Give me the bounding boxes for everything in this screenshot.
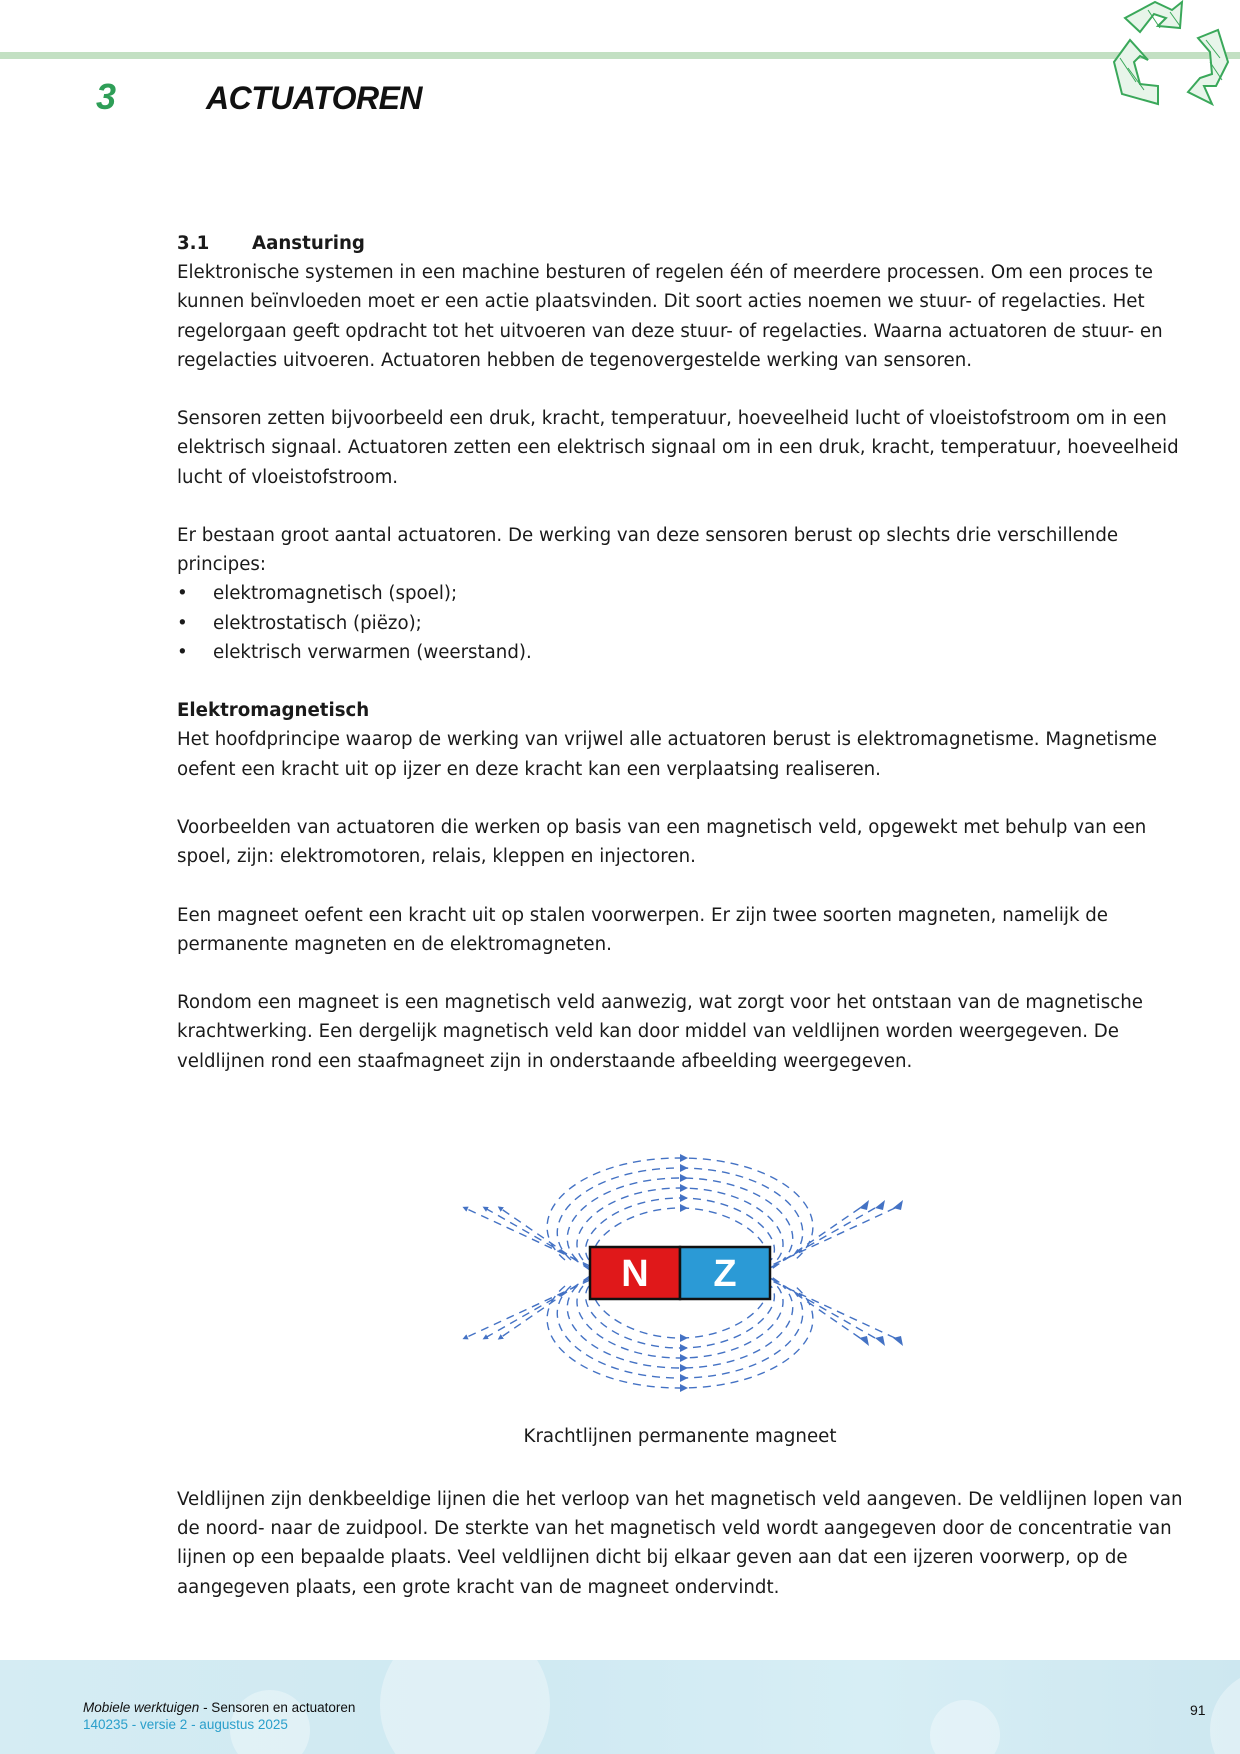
bar-magnet xyxy=(590,1247,770,1299)
paragraph: Het hoofdprincipe waarop de werking van vrijwel alle actuatoren berust is elektromagnetisme. Magnetisme oefent een kracht uit op ijzer en deze kracht kan een verplaatsing realiseren. xyxy=(177,729,1157,780)
section-heading xyxy=(177,229,1187,258)
footer-book-title: Mobiele werktuigen xyxy=(83,1700,200,1715)
list-item-text: elektrisch verwarmen (weerstand). xyxy=(213,641,532,663)
decorative-bubble xyxy=(930,1700,1000,1754)
footer-title xyxy=(83,1700,355,1715)
list-item-text: elektromagnetisch (spoel); xyxy=(213,583,458,605)
list-item xyxy=(177,609,1187,638)
list-item xyxy=(177,579,1187,608)
bullet-icon: • xyxy=(177,583,188,605)
list-item-text: elektrostatisch (piëzo); xyxy=(213,612,422,634)
bullet-icon: • xyxy=(177,641,188,663)
paragraph: Sensoren zetten bijvoorbeeld een druk, kracht, temperatuur, hoeveelheid lucht of vloeistofstroom om in een elektrisch signaal. Actuatoren zetten een elektrisch signaal om in een druk, kracht, temperatuur, hoeveelheid lucht of vloeistofstroom. xyxy=(177,408,1179,488)
footer-subtitle: - Sensoren en actuatoren xyxy=(199,1700,356,1715)
page-footer xyxy=(0,1660,1240,1754)
list-item xyxy=(177,638,1187,667)
south-label: Z xyxy=(713,1253,737,1295)
closing-content xyxy=(177,1485,1187,1602)
north-label: N xyxy=(621,1253,649,1295)
footer-version: 140235 - versie 2 - augustus 2025 xyxy=(83,1717,288,1732)
paragraph: Er bestaan groot aantal actuatoren. De werking van deze sensoren berust op slechts drie verschillende principes: xyxy=(177,525,1119,576)
paragraph: Elektronische systemen in een machine besturen of regelen één of meerdere processen. Om een proces te kunnen beïnvloeden moet er een actie plaatsvinden. Dit soort acties noemen we stuur- of regelacties. Het regelorgaan geeft opdracht tot het uitvoeren van deze stuur- of regelacties. Waarna actuatoren de stuur- en regelacties uitvoeren. Actuatoren hebben de tegenovergestelde werking van sensoren. xyxy=(177,262,1163,371)
header-rule xyxy=(0,52,1240,59)
decorative-bubble xyxy=(1210,1670,1240,1754)
section-title: Aansturing xyxy=(252,233,365,254)
page-number: 91 xyxy=(1190,1702,1206,1718)
principles-list xyxy=(177,579,1187,667)
decorative-bubble xyxy=(380,1660,550,1754)
main-content xyxy=(177,229,1187,1105)
bullet-icon: • xyxy=(177,612,188,634)
chapter-title: ACTUATOREN xyxy=(206,80,423,116)
paragraph: Veldlijnen zijn denkbeeldige lijnen die het verloop van het magnetisch veld aangeven. De veldlijnen lopen van de noord- naar de zuidpool. De sterkte van het magnetisch veld wordt aangegeven door de concentratie van lijnen op een bepaalde plaats. Veel veldlijnen dicht bij elkaar geven aan dat een ijzeren voorwerp, op de aangegeven plaats, een grote kracht van de magneet ondervindt. xyxy=(177,1489,1183,1598)
subsection-heading: Elektromagnetisch xyxy=(177,700,370,722)
paragraph: Een magneet oefent een kracht uit op stalen voorwerpen. Er zijn twee soorten magneten, namelijk de permanente magneten en de elektromagneten. xyxy=(177,904,1108,955)
section-number: 3.1 xyxy=(177,233,210,254)
figure-caption: Krachtlijnen permanente magneet xyxy=(523,1426,837,1447)
magnet-field-diagram xyxy=(455,1148,905,1398)
recycle-icon xyxy=(1100,0,1240,118)
paragraph: Rondom een magneet is een magnetisch veld aanwezig, wat zorgt voor het ontstaan van de magnetische krachtwerking. Een dergelijk magnetisch veld kan door middel van veldlijnen worden weergegeven. De veldlijnen rond een staafmagneet zijn in onderstaande afbeelding weergegeven. xyxy=(177,992,1143,1072)
paragraph: Voorbeelden van actuatoren die werken op basis van een magnetisch veld, opgewekt met behulp van een spoel, zijn: elektromotoren, relais, kleppen en injectoren. xyxy=(177,817,1147,868)
chapter-number: 3 xyxy=(96,76,117,117)
